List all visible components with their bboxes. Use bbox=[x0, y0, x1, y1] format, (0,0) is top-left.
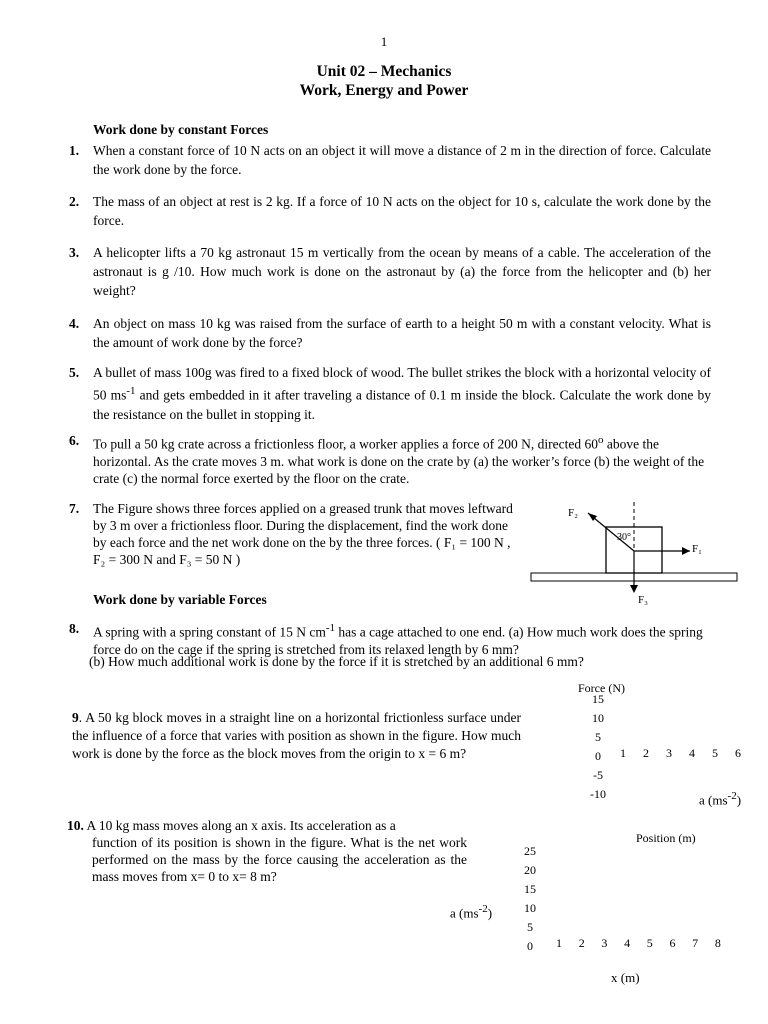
graph10-x-tick: 4 bbox=[624, 936, 631, 950]
question-number: 7. bbox=[69, 501, 80, 516]
section-heading-variable-forces: Work done by variable Forces bbox=[93, 592, 267, 607]
graph9-x-tick: 3 bbox=[666, 746, 672, 760]
graph9-x-label-text: a (ms bbox=[699, 792, 728, 808]
question-text-a: To pull a 50 kg crate across a frictionless floor, a worker applies a force of 200 N, directed 60 bbox=[93, 436, 598, 452]
graph10-y-label-sup: -2 bbox=[478, 903, 488, 915]
graph9-x-axis-label bbox=[699, 790, 741, 808]
graph9-x-tick: 4 bbox=[689, 746, 695, 760]
graph9-x-ticks bbox=[620, 746, 758, 761]
graph10-y-ticks bbox=[520, 842, 540, 956]
graph9-position-label: Position (m) bbox=[636, 831, 696, 845]
question-8-part-b: (b) How much additional work is done by the force if it is stretched by an additional 6 mm? bbox=[89, 654, 584, 669]
question-number: 4. bbox=[69, 316, 80, 331]
question-3 bbox=[69, 243, 711, 300]
question-9 bbox=[72, 709, 521, 763]
graph9-y-tick: -5 bbox=[593, 768, 603, 782]
graph9-x-tick: 2 bbox=[643, 746, 649, 760]
question-10-first-line bbox=[67, 817, 467, 834]
question-number: 5. bbox=[69, 365, 80, 380]
question-7 bbox=[69, 500, 521, 568]
graph10-x-tick: 3 bbox=[601, 936, 608, 950]
question-10 bbox=[67, 817, 467, 885]
question-number: 3. bbox=[69, 245, 80, 260]
graph10-x-tick: 6 bbox=[669, 936, 676, 950]
graph10-y-axis-label bbox=[450, 903, 492, 921]
f1-label: F₁ bbox=[692, 543, 702, 555]
graph9-y-axis-label: Force (N) bbox=[578, 681, 625, 695]
question-text: An object on mass 10 kg was raised from the surface of earth to a height 50 m with a constant velocity. What is the amount of work done by the force? bbox=[93, 316, 711, 350]
page-title: Unit 02 – Mechanics bbox=[316, 63, 452, 80]
graph10-y-tick: 15 bbox=[524, 882, 536, 896]
graph10-x-tick: 8 bbox=[714, 936, 721, 950]
question-8 bbox=[69, 620, 713, 658]
question-text: The Figure shows three forces applied on a greased trunk that moves leftward by 3 m over a frictionless floor. During the displacement, find the work done by each force and the net work done on the by the three forces. bbox=[93, 501, 513, 550]
question-2 bbox=[69, 192, 711, 230]
graph9-y-tick: 10 bbox=[592, 711, 604, 725]
graph10-x-tick: 7 bbox=[692, 936, 699, 950]
question-number: 8. bbox=[69, 621, 80, 636]
graph10-x-axis-label: x (m) bbox=[611, 970, 640, 985]
graph9-y-tick: 15 bbox=[592, 692, 604, 706]
graph10-x-tick: 5 bbox=[646, 936, 653, 950]
graph10-y-label-close: ) bbox=[487, 905, 493, 921]
section-heading-constant-forces: Work done by constant Forces bbox=[93, 122, 269, 137]
question-6 bbox=[69, 432, 711, 487]
graph10-x-ticks bbox=[556, 936, 738, 951]
graph10-y-label-text: a (ms bbox=[450, 905, 479, 921]
f3-arrowhead bbox=[630, 585, 638, 593]
question-text-first: A 10 kg mass moves along an x axis. Its acceleration as a bbox=[83, 818, 396, 833]
f3-label: F₃ bbox=[638, 594, 648, 606]
question-1 bbox=[69, 141, 711, 179]
page-subtitle: Work, Energy and Power bbox=[299, 82, 469, 99]
graph10-x-tick: 1 bbox=[556, 936, 562, 950]
question-number: 9 bbox=[72, 710, 79, 725]
superscript: -1 bbox=[325, 622, 336, 634]
degree-superscript: o bbox=[597, 434, 604, 446]
question-number: 2. bbox=[69, 194, 80, 209]
question-text-a: A bullet of mass 100g was fired to a fixed block of wood. The bullet strikes the block with a horizontal velocity of 50 ms bbox=[93, 365, 711, 403]
graph9-y-ticks bbox=[586, 690, 610, 804]
question-text: A helicopter lifts a 70 kg astronaut 15 m vertically from the ocean by means of a cable. The acceleration of the astronaut is g /10. How much work is done on the astronaut by (a) the force from the helicopter and (b) her weight? bbox=[93, 245, 711, 298]
angle-label: 30° bbox=[617, 532, 631, 543]
question-number: 1. bbox=[69, 143, 80, 158]
page-number: 1 bbox=[380, 34, 388, 49]
question-text-rest: function of its position is shown in the figure. What is the net work performed on the mass by the force causing the acceleration as the mass moves from x= 0 to x= 8 m? bbox=[92, 835, 467, 884]
graph10-x-tick: 2 bbox=[578, 936, 585, 950]
question-number: 10. bbox=[67, 818, 84, 833]
question-text: The mass of an object at rest is 2 kg. If a force of 10 N acts on the object for 10 s, calculate the work done by the force. bbox=[93, 194, 711, 228]
question-number: 6. bbox=[69, 433, 80, 448]
graph9-y-tick: 0 bbox=[595, 749, 601, 763]
question-5 bbox=[69, 363, 711, 424]
question-forces: ( F₁ = 100 N , F₂ = 300 N and F₃ = 50 N ) bbox=[93, 535, 511, 567]
f2-label: F₂ bbox=[568, 507, 578, 519]
graph10-y-tick: 5 bbox=[527, 920, 533, 934]
question-text-b: has a cage attached to one end. (a) How much work does the spring force do on the cage if the spring is stretched from its relaxed length by 6 mm? bbox=[93, 624, 703, 657]
graph10-y-tick: 25 bbox=[524, 844, 536, 858]
f1-arrowhead bbox=[682, 547, 690, 555]
trunk-force-figure bbox=[520, 496, 750, 608]
graph9-x-tick: 6 bbox=[735, 746, 741, 760]
graph9-x-tick: 1 bbox=[620, 746, 626, 760]
graph9-x-label-close: ) bbox=[736, 792, 742, 808]
question-text-b: above the horizontal. As the crate moves 3 m. what work is done on the crate by (a) the worker’s force (b) the weight of the crate (c) the normal force exerted by the floor on the crate. bbox=[93, 436, 705, 486]
graph9-y-tick: -10 bbox=[590, 787, 606, 801]
graph9-y-tick: 5 bbox=[595, 730, 601, 744]
question-text-b: and gets embedded in it after traveling a distance of 0.1 m inside the block. Calculate the work done by the resistance on the bullet in stopping it. bbox=[93, 387, 711, 422]
graph10-y-tick: 0 bbox=[527, 939, 533, 953]
question-text: When a constant force of 10 N acts on an object it will move a distance of 2 m in the direction of force. Calculate the work done by the force. bbox=[93, 143, 711, 177]
graph9-x-tick: 5 bbox=[712, 746, 718, 760]
question-text-a: A spring with a spring constant of 15 N cm bbox=[93, 624, 326, 640]
question-4 bbox=[69, 314, 711, 352]
graph9-x-label-sup: -2 bbox=[727, 790, 737, 802]
graph10-y-tick: 10 bbox=[524, 901, 536, 915]
graph10-y-tick: 20 bbox=[524, 863, 536, 877]
superscript: -1 bbox=[126, 385, 136, 397]
question-text: . A 50 kg block moves in a straight line on a horizontal frictionless surface under the influence of a force that varies with position as shown in the figure. How much work is done by the force as the block moves from the origin to x = 6 m? bbox=[72, 710, 521, 761]
